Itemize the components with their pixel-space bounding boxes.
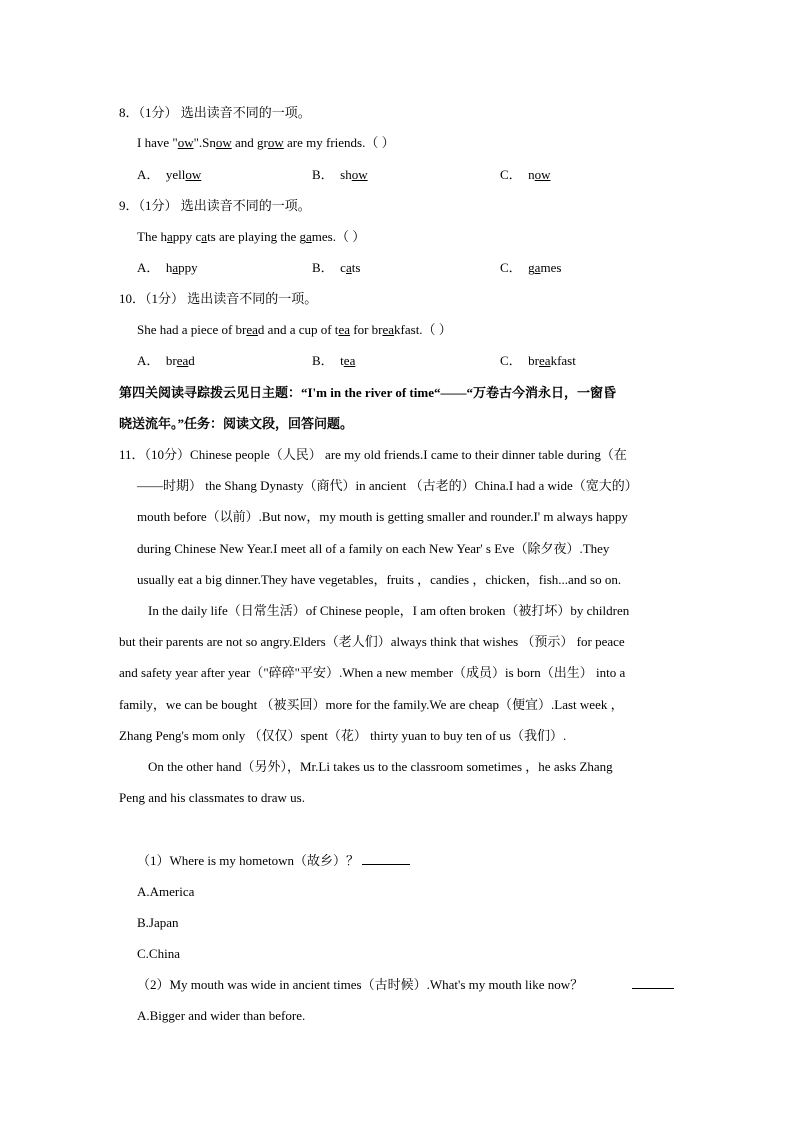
answer-blank-container	[632, 976, 674, 994]
q11-passage-line: usually eat a big dinner.They have vegetables，fruits ，candies ，chicken，fish...and so on.	[137, 572, 622, 587]
q11-passage-line: but their parents are not so angry.Elders（老人们）always think that wishes （预示） for peace	[119, 634, 625, 649]
q9-sentence: The happy cats are playing the games.（ ）	[137, 229, 366, 244]
q8-option-b[interactable]: B． show	[312, 167, 368, 182]
q9-stem: 9．（1分） 选出读音不同的一项。	[119, 198, 311, 213]
q11-passage-line: Zhang Peng's mom only （仅仅）spent（花） thirty yuan to buy ten of us（我们）.	[119, 728, 567, 743]
q10-sentence: She had a piece of bread and a cup of tea for breakfast.（ ）	[137, 322, 452, 337]
answer-blank[interactable]	[632, 976, 674, 989]
q8-sentence: I have "ow".Snow and grow are my friends.（ ）	[137, 135, 395, 150]
q11-sub1-question: （1）Where is my hometown（故乡）？	[137, 852, 410, 870]
q11-passage-line: during Chinese New Year.I meet all of a family on each New Year' s Eve（除夕夜）.They	[137, 541, 610, 556]
q9-option-b[interactable]: B． cats	[312, 260, 361, 275]
q10-option-c[interactable]: C． breakfast	[500, 353, 576, 368]
q11-passage-line: On the other hand（另外），Mr.Li takes us to the classroom sometimes ，he asks Zhang	[148, 759, 613, 774]
q10-option-b[interactable]: B． tea	[312, 353, 356, 368]
section-heading-line2: 晓送流年。”任务：阅读文段，回答问题。	[119, 416, 354, 431]
q9-option-a[interactable]: A． happy	[137, 260, 198, 275]
q11-sub1-option-a[interactable]: A.America	[137, 884, 195, 899]
q8-option-a[interactable]: A． yellow	[137, 167, 202, 182]
q11-sub2-question: （2）My mouth was wide in ancient times（古时候）.What's my mouth like now？	[137, 977, 584, 992]
q11-sub1-option-c[interactable]: C.China	[137, 946, 180, 961]
q8-option-c[interactable]: C． now	[500, 167, 551, 182]
q9-option-c[interactable]: C． games	[500, 260, 562, 275]
q11-passage-line: 11．（10分）Chinese people（人民） are my old friends.I came to their dinner table during（在	[119, 447, 627, 462]
q11-sub1-option-b[interactable]: B.Japan	[137, 915, 179, 930]
q8-stem: 8．（1分） 选出读音不同的一项。	[119, 105, 311, 120]
q11-passage-line: family，we can be bought （被买回）more for the family.We are cheap（便宜）.Last week ，	[119, 697, 624, 712]
q10-option-a[interactable]: A． bread	[137, 353, 195, 368]
q11-passage-line: In the daily life（日常生活）of Chinese people，I am often broken（被打坏）by children	[148, 603, 630, 618]
q11-sub2-option-a[interactable]: A.Bigger and wider than before.	[137, 1008, 306, 1023]
q11-passage-line: mouth before（以前）.But now，my mouth is getting smaller and rounder.I' m always happy	[137, 509, 628, 524]
section-heading-line1: 第四关阅读寻踪拨云见日主题：“I'm in the river of time“——“万卷古今消永日，一窗昏	[119, 385, 616, 400]
q11-passage-line: ——时期） the Shang Dynasty（商代）in ancient （古老的）China.I had a wide（宽大的）	[137, 478, 638, 493]
q10-stem: 10．（1分） 选出读音不同的一项。	[119, 291, 318, 306]
q11-passage-line: Peng and his classmates to draw us.	[119, 790, 305, 805]
q11-passage-line: and safety year after year（"碎碎"平安）.When a new member（成员）is born（出生） into a	[119, 665, 626, 680]
answer-blank[interactable]	[362, 852, 410, 865]
